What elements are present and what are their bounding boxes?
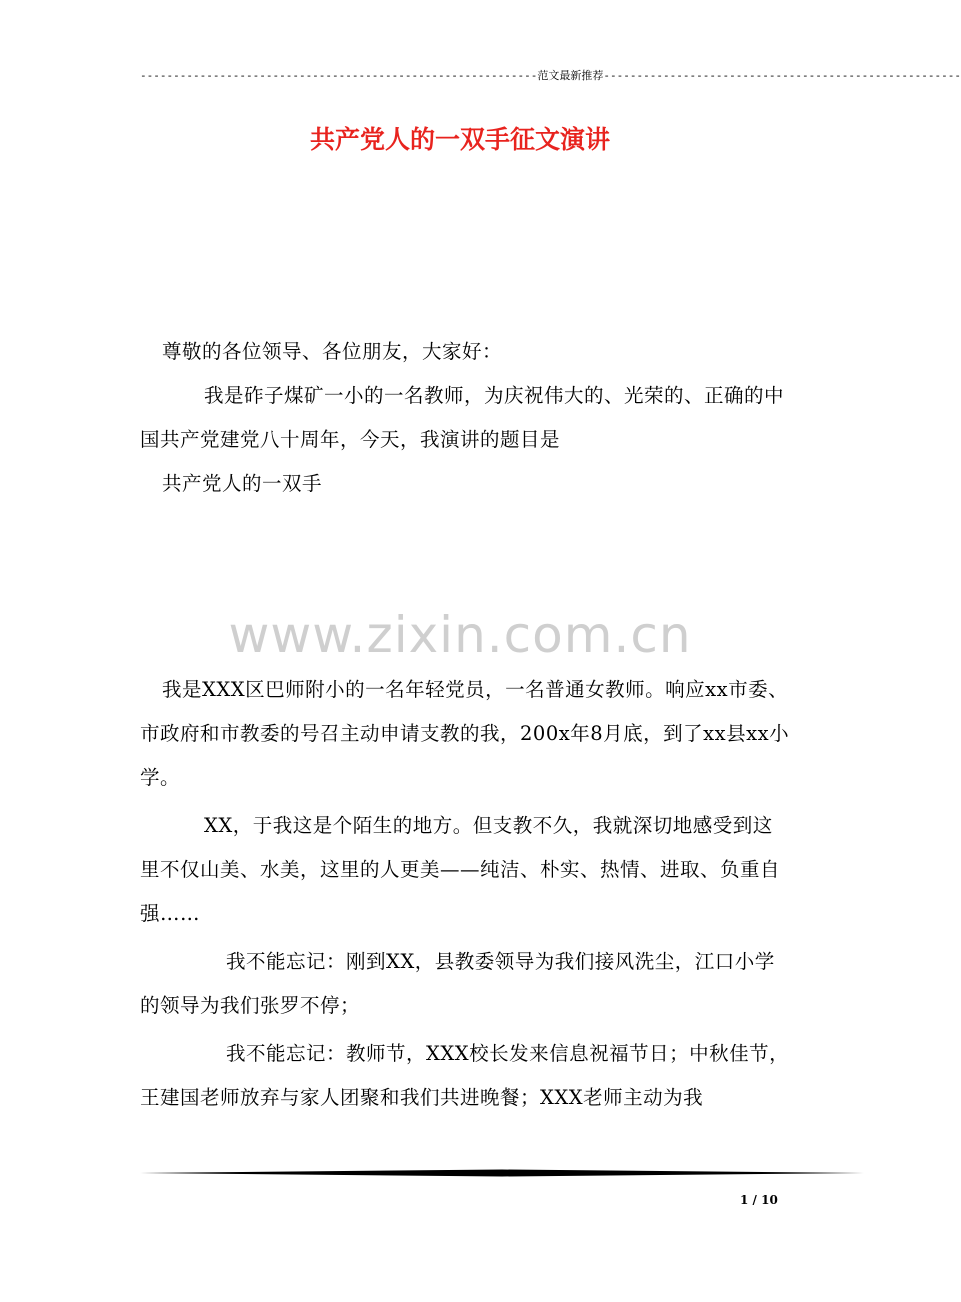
greeting-paragraph: 尊敬的各位领导、各位朋友，大家好： (162, 340, 503, 363)
body-paragraph: 我是XXX区巴师附小的一名年轻党员，一名普通女教师。响应xx市委、市政府和市教委的号召主动申请支教的我，200x年8月底，到了xx县xx小学。 (140, 678, 790, 789)
site-watermark: www.zixin.com.cn (228, 606, 692, 664)
intro-paragraph: 我是砟子煤矿一小的一名教师，为庆祝伟大的、光荣的、正确的中国共产党建党八十周年，今天，我演讲的题目是 (140, 384, 785, 451)
document-title: 共产党人的一双手征文演讲 (309, 125, 610, 154)
body-paragraph: XX，于我这是个陌生的地方。但支教不久，我就深切地感受到这里不仅山美、水美，这里的人更美——纯洁、朴实、热情、进取、负重自强…… (140, 814, 781, 925)
footer-divider (140, 1168, 864, 1178)
main-text-section (140, 668, 790, 1120)
body-paragraph: 我不能忘记：刚到XX，县教委领导为我们接风洗尘，江口小学的领导为我们张罗不停； (140, 950, 775, 1017)
header-banner: ------------------------------------------------------------范文最新推荐------------------------------------------------------ (140, 69, 961, 82)
greeting-section (140, 330, 790, 506)
page-number: 1 / 10 (740, 1193, 778, 1207)
body-paragraph: 我不能忘记：教师节，XXX校长发来信息祝福节日；中秋佳节，王建国老师放弃与家人团聚和我们共进晚餐；XXX老师主动为我 (140, 1042, 790, 1109)
topic-paragraph: 共产党人的一双手 (162, 472, 323, 495)
